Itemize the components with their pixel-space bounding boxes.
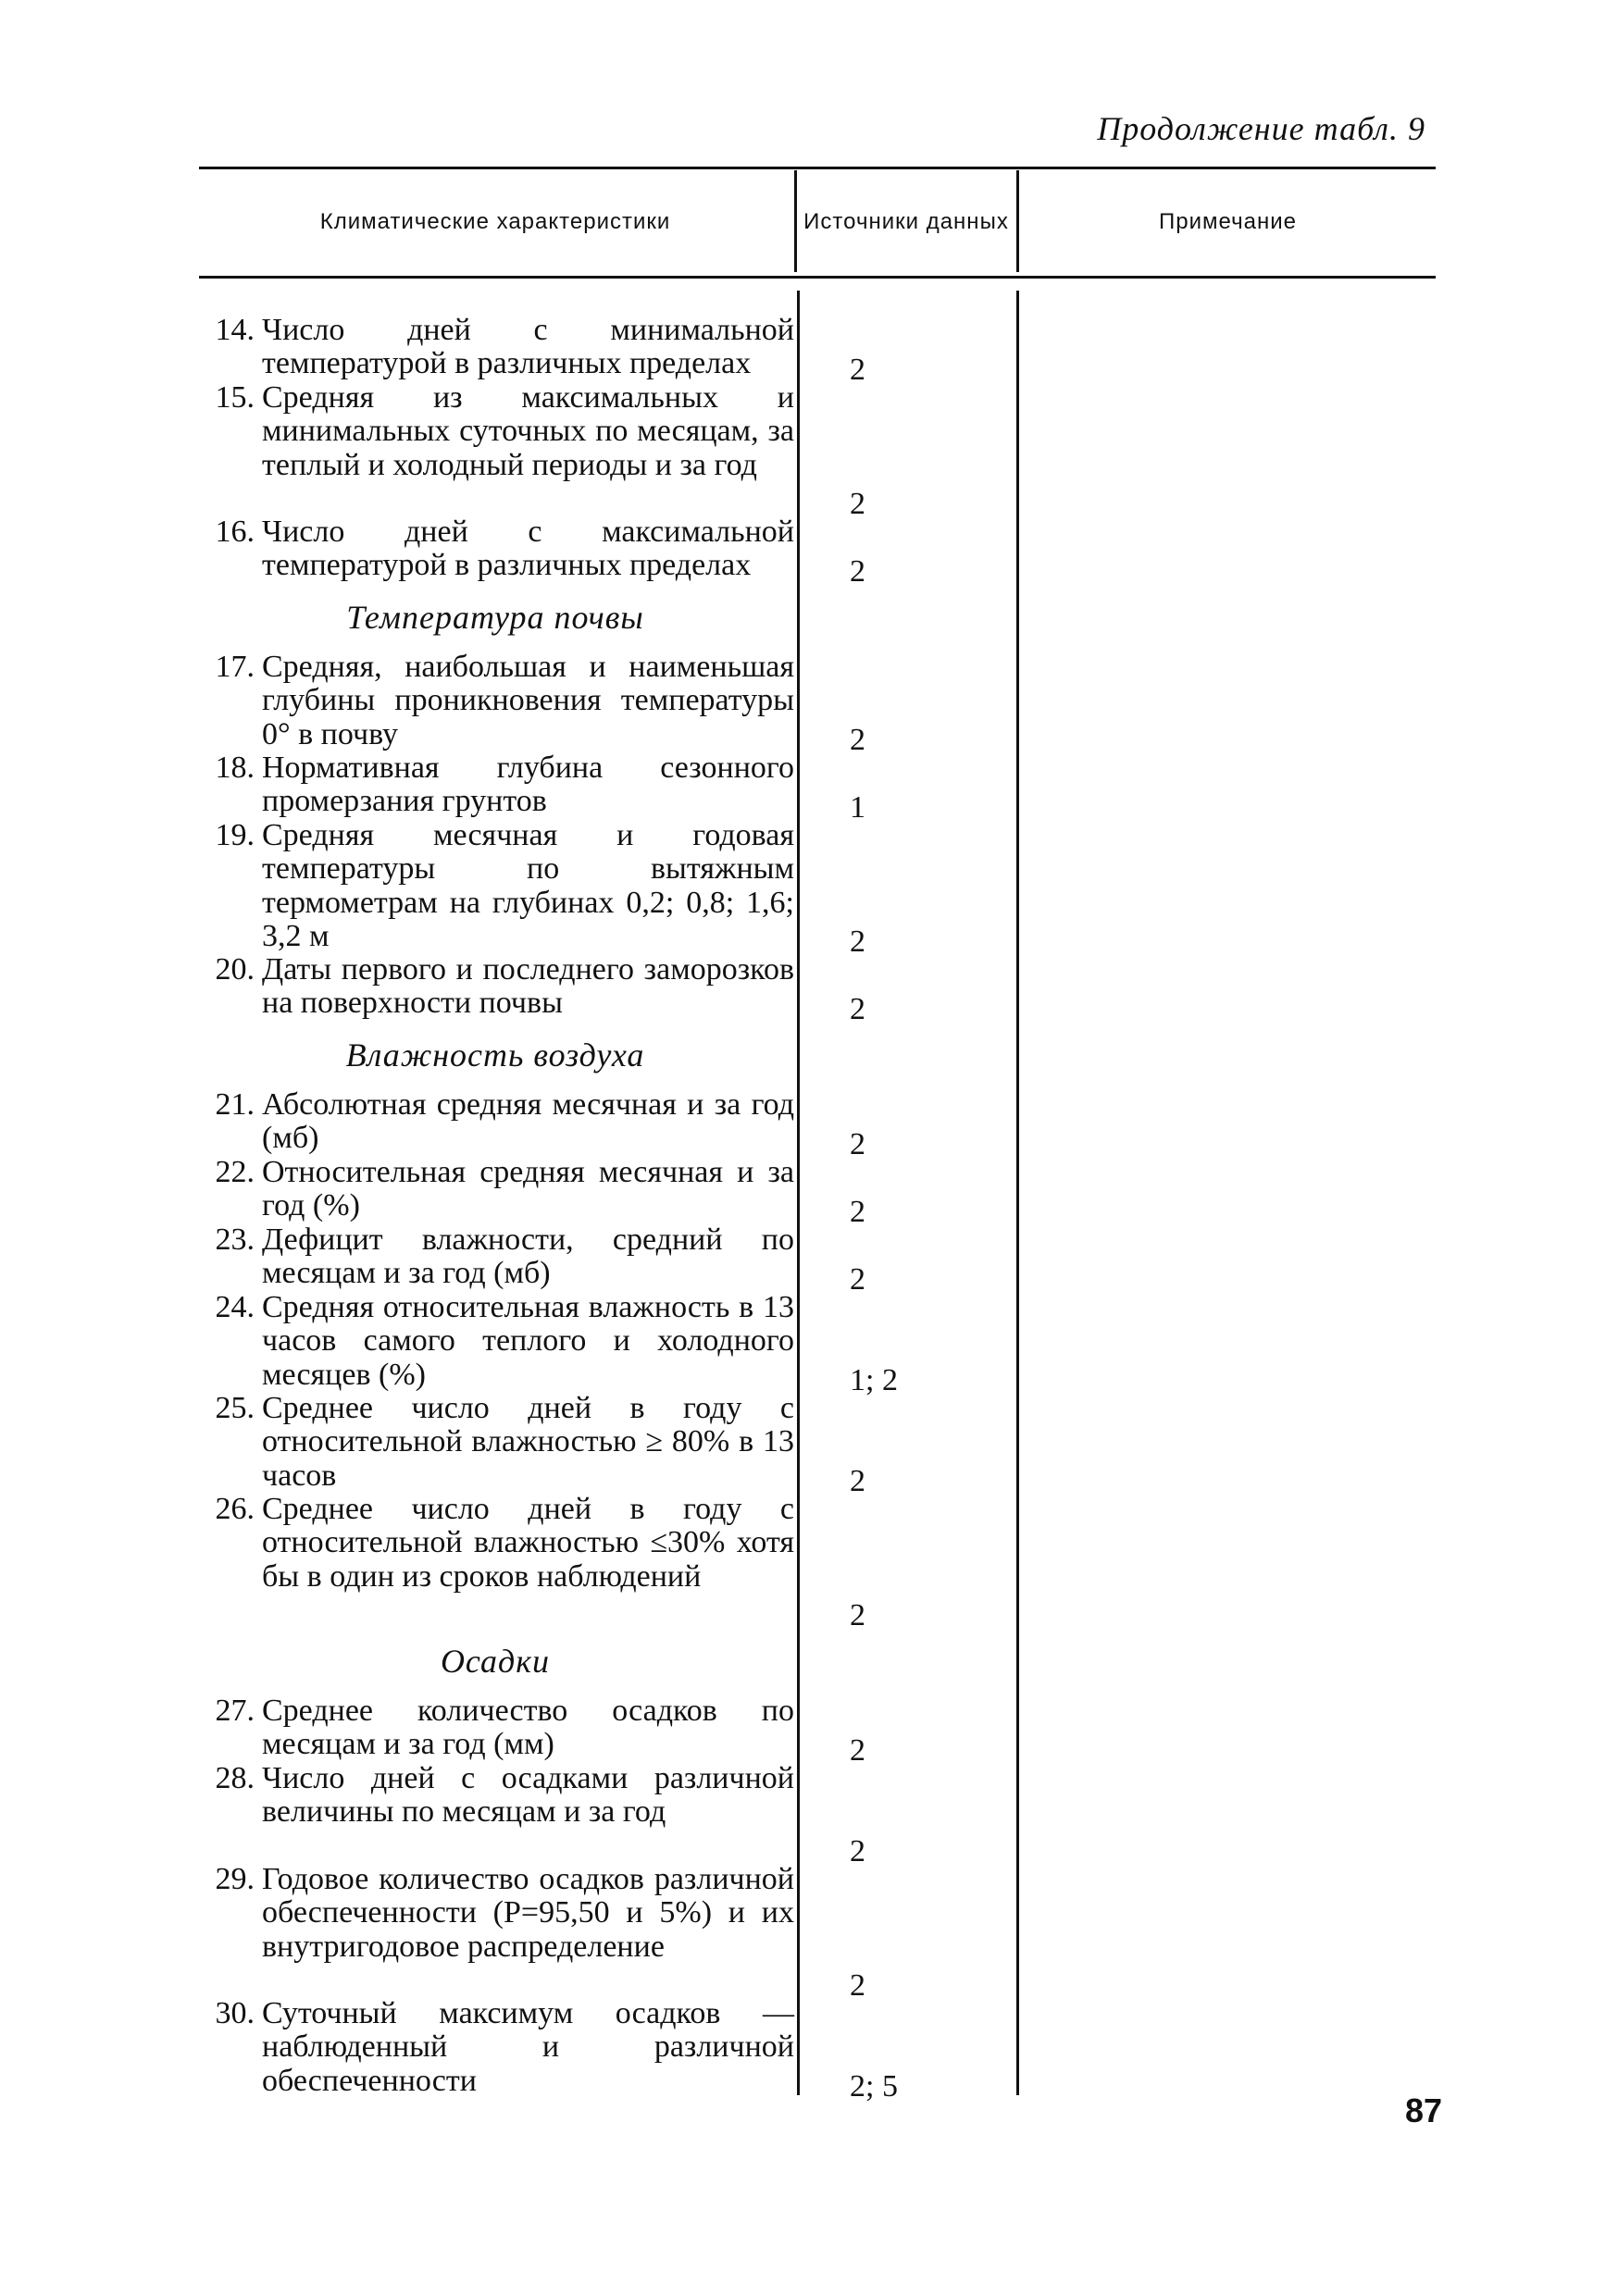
row-characteristic: Среднее количество осадков по месяцам и за год (мм) — [262, 1694, 794, 1762]
row-source: 2 — [850, 487, 865, 521]
row-number: 22. — [215, 1155, 255, 1189]
header-note: Примечание — [1159, 208, 1297, 234]
row-number: 27. — [215, 1694, 255, 1728]
row-source: 2 — [850, 1968, 865, 2003]
header-sources: Источники данных — [803, 208, 1009, 234]
row-number: 30. — [215, 1996, 255, 2030]
header-bottom-rule — [199, 276, 1436, 279]
section-heading: Температура почвы — [346, 599, 644, 636]
row-characteristic: Средняя относительная влажность в 13 часов самого теплого и холодного месяцев (%) — [262, 1290, 794, 1392]
row-characteristic: Число дней с максимальной температурой в различных пределах — [262, 515, 794, 583]
table-top-rule — [199, 167, 1436, 169]
row-characteristic: Среднее число дней в году с относительной влажностью ≥ 80% в 13 часов — [262, 1391, 794, 1493]
row-source: 2 — [850, 1262, 865, 1297]
row-number: 14. — [215, 313, 255, 347]
header-divider-2 — [1016, 170, 1019, 272]
section-heading: Влажность воздуха — [345, 1036, 645, 1074]
row-source: 2 — [850, 1598, 865, 1632]
row-source: 2 — [850, 1195, 865, 1229]
row-number: 25. — [215, 1391, 255, 1425]
row-characteristic: Число дней с минимальной температурой в различных пределах — [262, 313, 794, 381]
row-number: 23. — [215, 1222, 255, 1257]
row-number: 29. — [215, 1862, 255, 1896]
row-number: 21. — [215, 1087, 255, 1122]
row-source: 2 — [850, 992, 865, 1026]
table-caption: Продолжение табл. 9 — [1097, 110, 1425, 147]
row-source: 2 — [850, 925, 865, 959]
row-characteristic: Относительная средняя месячная и за год (%) — [262, 1155, 794, 1223]
column-divider-1 — [797, 291, 800, 2095]
row-characteristic: Среднее число дней в году с относительной влажностью ≤30% хотя бы в один из сроков наблюдений — [262, 1492, 794, 1594]
row-number: 19. — [215, 818, 255, 852]
row-number: 26. — [215, 1492, 255, 1526]
header-characteristics: Климатические характеристики — [319, 208, 671, 234]
row-characteristic: Число дней с осадками различной величины по месяцам и за год — [262, 1761, 794, 1830]
row-characteristic: Средняя месячная и годовая температуры по вытяжным термометрам на глубинах 0,2; 0,8; 1,6; 3,2 м — [262, 818, 794, 953]
row-characteristic: Нормативная глубина сезонного промерзания грунтов — [262, 751, 794, 819]
row-characteristic: Годовое количество осадков различной обеспеченности (P=95,50 и 5%) и их внутригодовое распределение — [262, 1862, 794, 1964]
row-source: 2 — [850, 1464, 865, 1498]
row-characteristic: Даты первого и последнего заморозков на поверхности почвы — [262, 952, 794, 1021]
row-source: 2 — [850, 353, 865, 387]
row-number: 28. — [215, 1761, 255, 1795]
header-divider-1 — [794, 170, 797, 272]
row-source: 2 — [850, 1733, 865, 1768]
row-source: 1; 2 — [850, 1363, 898, 1397]
page-number: 87 — [1404, 2091, 1442, 2129]
row-characteristic: Абсолютная средняя месячная и за год (мб) — [262, 1087, 794, 1156]
row-characteristic: Средняя, наибольшая и наименьшая глубины проникновения температуры 0° в почву — [262, 650, 794, 751]
row-source: 1 — [850, 790, 865, 825]
row-source: 2 — [850, 554, 865, 589]
row-number: 24. — [215, 1290, 255, 1324]
row-characteristic: Дефицит влажности, средний по месяцам и за год (мб) — [262, 1222, 794, 1291]
column-divider-2 — [1016, 291, 1019, 2095]
row-source: 2 — [850, 1127, 865, 1161]
row-source: 2 — [850, 723, 865, 757]
row-source: 2; 5 — [850, 2069, 898, 2104]
row-number: 17. — [215, 650, 255, 684]
row-number: 15. — [215, 380, 255, 415]
row-number: 18. — [215, 751, 255, 785]
row-source: 2 — [850, 1834, 865, 1868]
section-heading: Осадки — [440, 1643, 551, 1680]
row-number: 20. — [215, 952, 255, 987]
row-number: 16. — [215, 515, 255, 549]
row-characteristic: Средняя из максимальных и минимальных суточных по месяцам, за теплый и холодный периоды и за год — [262, 380, 794, 482]
row-characteristic: Суточный максимум осадков — наблюденный и различной обеспеченности — [262, 1996, 794, 2098]
